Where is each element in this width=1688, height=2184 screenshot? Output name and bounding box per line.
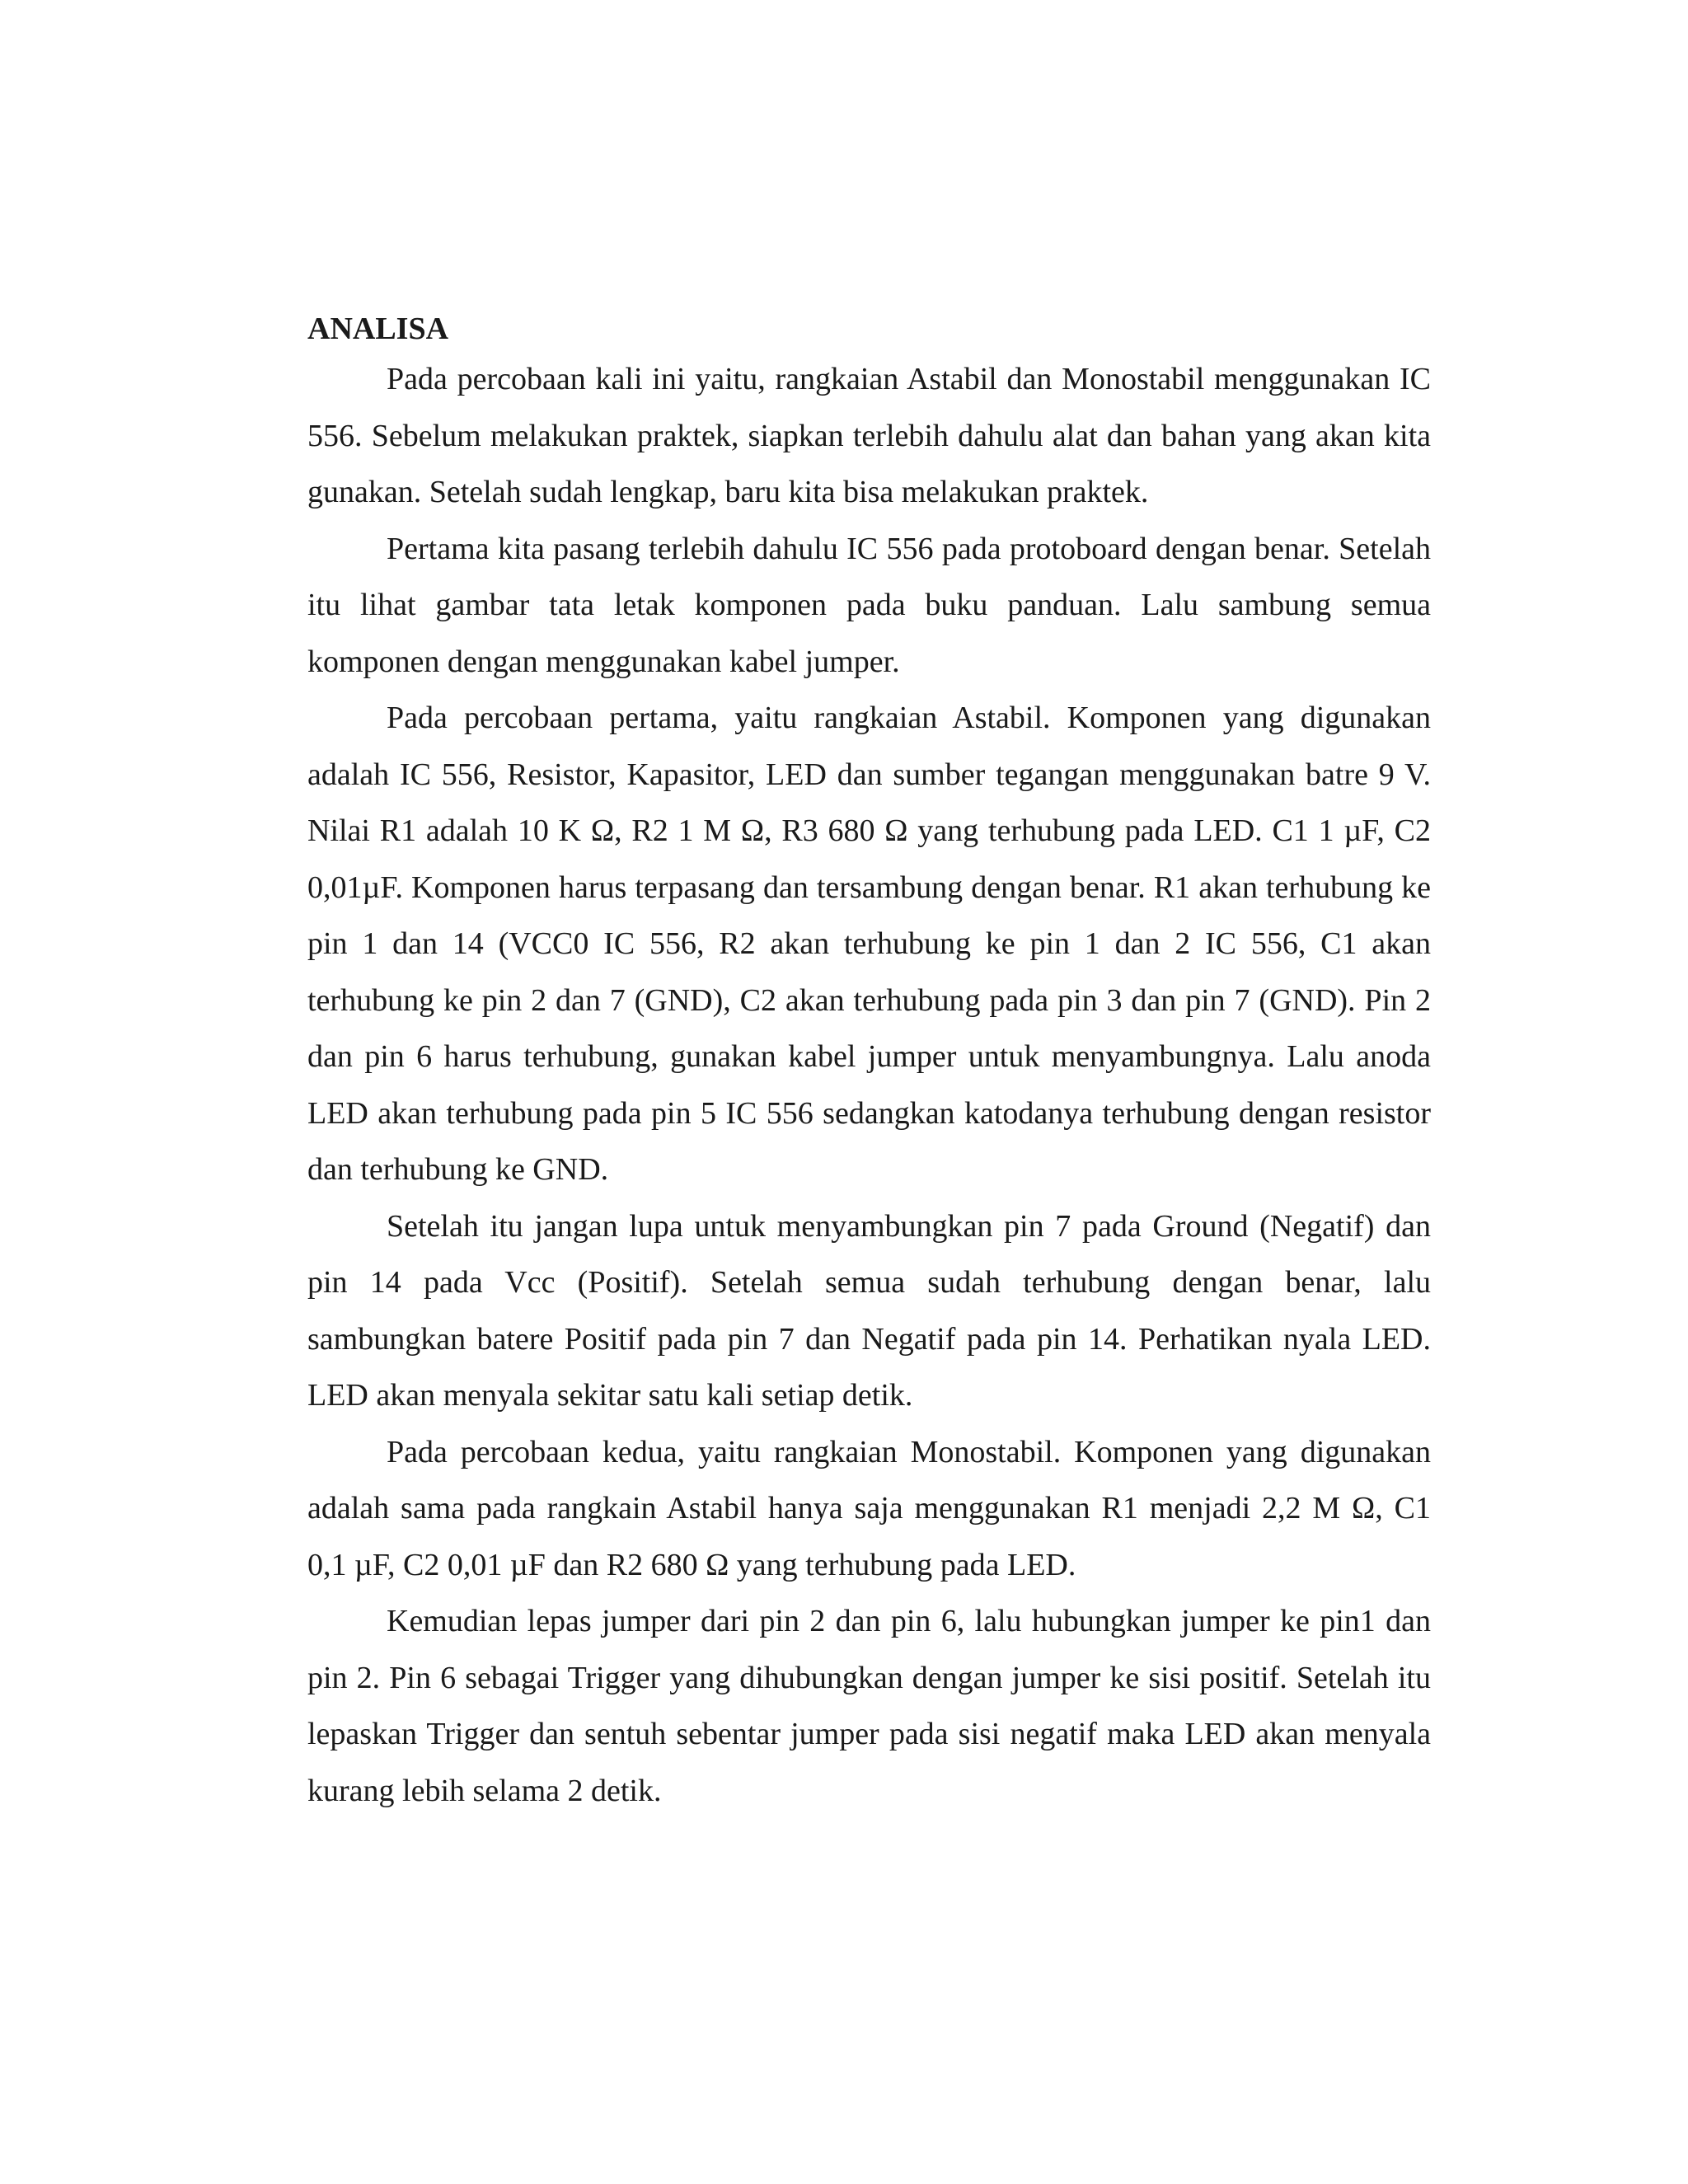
section-heading: ANALISA <box>307 312 449 346</box>
paragraph-power: Setelah itu jangan lupa untuk menyambungkan pin 7 pada Ground (Negatif) dan pin 14 pada Vcc (Positif). Setelah semua sudah terhubung dengan benar, lalu sambungkan batere Positif pada pin 7 dan Negatif pada pin 14. Perhatikan nyala LED. LED akan menyala sekitar satu kali setiap detik. <box>307 1208 1431 1413</box>
paragraph-intro: Pada percobaan kali ini yaitu, rangkaian Astabil dan Monostabil menggunakan IC 556. Sebelum melakukan praktek, siapkan terlebih dahulu alat dan bahan yang akan kita gunakan. Setelah sudah lengkap, baru kita bisa melakukan praktek. <box>307 362 1431 509</box>
paragraph-astable: Pada percobaan pertama, yaitu rangkaian Astabil. Komponen yang digunakan adalah IC 556, Resistor, Kapasitor, LED dan sumber tegangan menggunakan batre 9 V. Nilai R1 adalah 10 K Ω, R2 1 M Ω, R3 680 Ω yang terhubung pada LED. C1 1 µF, C2 0,01µF. Komponen harus terpasang dan tersambung dengan benar. R1 akan terhubung ke pin 1 dan 14 (VCC0 IC 556, R2 akan terhubung ke pin 1 dan 2 IC 556, C1 akan terhubung ke pin 2 dan 7 (GND), C2 akan terhubung pada pin 3 dan pin 7 (GND). Pin 2 dan pin 6 harus terhubung, gunakan kabel jumper untuk menyambungnya. Lalu anoda LED akan terhubung pada pin 5 IC 556 sedangkan katodanya terhubung dengan resistor dan terhubung ke GND. <box>307 701 1431 1187</box>
paragraph-setup: Pertama kita pasang terlebih dahulu IC 556 pada protoboard dengan benar. Setelah itu lihat gambar tata letak komponen pada buku panduan. Lalu sambung semua komponen dengan menggunakan kabel jumper. <box>307 531 1431 679</box>
paragraph-monostable: Pada percobaan kedua, yaitu rangkaian Monostabil. Komponen yang digunakan adalah sama pada rangkain Astabil hanya saja menggunakan R1 menjadi 2,2 M Ω, C1 0,1 µF, C2 0,01 µF dan R2 680 Ω yang terhubung pada LED. <box>307 1434 1431 1582</box>
paragraph-trigger: Kemudian lepas jumper dari pin 2 dan pin 6, lalu hubungkan jumper ke pin1 dan pin 2. Pin 6 sebagai Trigger yang dihubungkan dengan jumper ke sisi positif. Setelah itu lepaskan Trigger dan sentuh sebentar jumper pada sisi negatif maka LED akan menyala kurang lebih selama 2 detik. <box>307 1604 1431 1808</box>
document-body <box>307 307 1431 1819</box>
